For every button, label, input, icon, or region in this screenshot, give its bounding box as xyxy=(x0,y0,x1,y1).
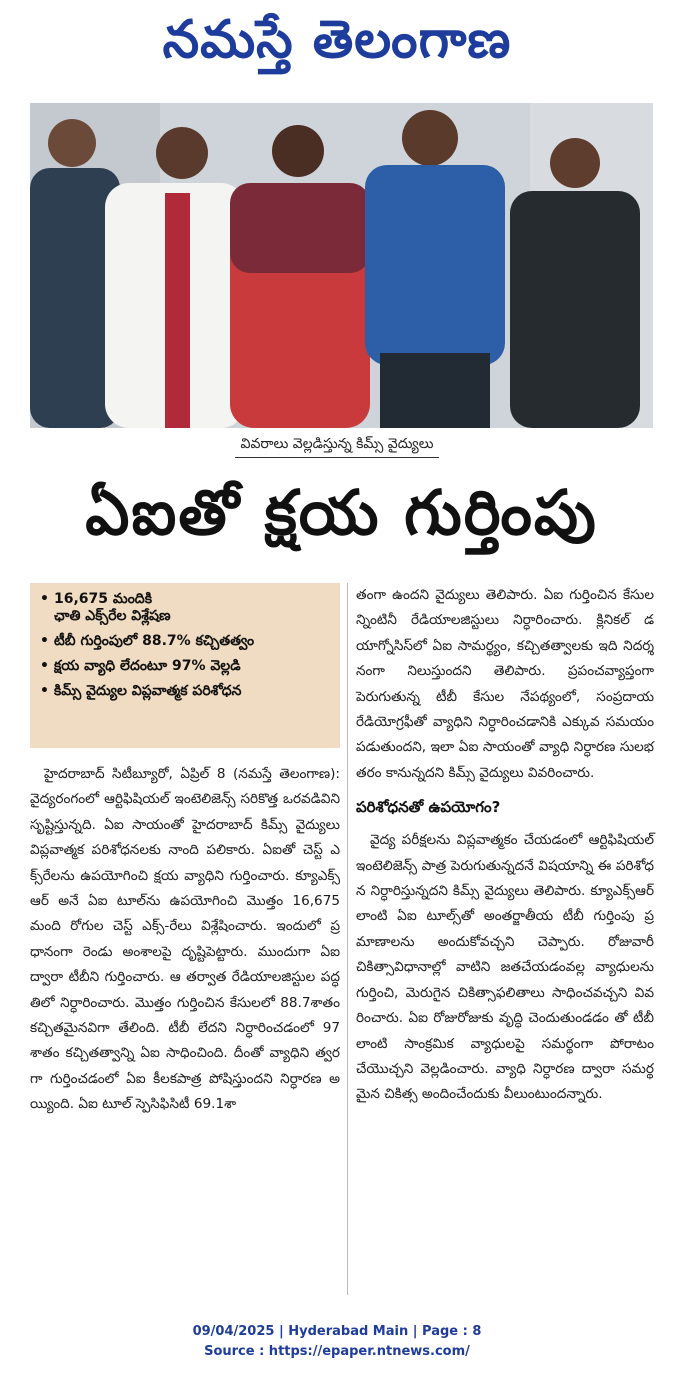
headline xyxy=(30,470,653,570)
highlight-text: కిమ్స్ వైద్యుల విప్లవాత్మక పరిశోధన xyxy=(54,683,242,699)
source-link[interactable]: Source : https://epaper.ntnews.com/ xyxy=(204,1344,470,1359)
article-subheading: పరిశోధనతో ఉపయోగం? xyxy=(356,798,501,817)
page-footer xyxy=(0,1322,674,1362)
bullet-icon: • xyxy=(40,633,49,649)
article-left-column xyxy=(30,762,340,1118)
highlight-text: క్షయ వ్యాధి లేదంటూ 97% వెల్లడి xyxy=(54,658,241,674)
newspaper-title: నమస్తే తెలంగాణ xyxy=(162,9,512,70)
bullet-icon: • xyxy=(40,658,49,674)
article-paragraph: హైదరాబాద్ సిటీబ్యూరో, ఏప్రిల్ 8 (నమస్తే తెలంగాణ): వైద్యరంగంలో ఆర్టిఫిషియల్ ఇంటెలిజెన్స్ సరికొత్త ఒరవడివిని సృష్టిస్తున్నది. ఏఐ సాయంతో హైదరాబాద్ కిమ్స్ వైద్యులు విప్లవాత్మక పరిశోధనలకు నాంది పలికారు. ఏఐతో చెస్ట్ ఎక్స్‌రేలను ఉపయోగించి క్షయ వ్యాధిని గుర్తించారు. క్యూఎక్స్ ఆర్ అనే ఏఐ టూల్‌ను ఉపయోగించి మొత్తం 16,675 మంది రోగుల చెస్ట్ ఎక్స్-రేలు విశ్లేషించారు. ఇందులో ప్రధానంగా రెండు అంశాలపై దృష్టిపెట్టారు. ముందుగా ఏఐ ద్వారా టీబీని గుర్తించారు. ఆ తర్వాత రేడియాలజిస్టుల పద్ధతిలో నిర్ధారించారు. మొత్తం గుర్తించిన కేసులలో 88.7శాతం కచ్చితమైనవిగా తేలింది. టీబీ లేదని నిర్ధారించడంలో 97శాతం కచ్చితత్వాన్ని ఏఐ సాధించింది. దీంతో వ్యాధిని త్వరగా గుర్తించడంలో ఏఐ కీలకపాత్ర పోషిస్తుందని నిర్ధారణ అయ్యింది. ఏఐ టూల్ స్పెసిఫిసిటీ 69.1శా xyxy=(30,766,340,1113)
highlights-box xyxy=(30,583,340,748)
bullet-icon: • xyxy=(40,683,49,699)
news-photo xyxy=(30,103,653,428)
article-paragraph: వైద్య పరీక్షలను విప్లవాత్మకం చేయడంలో ఆర్టిఫిషియల్ ఇంటెలిజెన్స్ పాత్ర పెరుగుతున్నదనే విషయాన్ని ఈ పరిశోధన నిర్ధారిస్తున్నదని కిమ్స్ వైద్యులు తెలిపారు. క్యూఎక్స్‌ఆర్ లాంటి ఏఐ టూల్స్‌తో అంతర్జాతీయ టీబీ గుర్తింపు ప్రమాణాలను అందుకోవచ్చని చెప్పారు. రోజువారీ చికిత్సావిధానాల్లో వాటిని జతచేయడంవల్ల వ్యాధులను గుర్తించి, మెరుగైన చికిత్సాఫలితాలు సాధించవచ్చని వివరించారు. ఏఐ రోజురోజుకు వృద్ధి చెందుతుండడం తో టీబీ లాంటి సాంక్రమిక వ్యాధులపై సమర్థంగా పోరాటం చేయొచ్చని వెల్లడించారు. వ్యాధి నిర్ధారణ ద్వారా సమర్థమైన చికిత్స అందించేందుకు వీలుంటుందన్నారు. xyxy=(356,832,654,1103)
highlight-item xyxy=(40,591,334,625)
column-divider xyxy=(347,583,348,1295)
highlight-text: టీబీ గుర్తింపులో 88.7% కచ్చితత్వం xyxy=(54,633,255,649)
caption-text: వివరాలు వెల్లడిస్తున్న కిమ్స్ వైద్యులు xyxy=(235,436,440,458)
headline-text: ఏఐతో క్షయ గుర్తింపు xyxy=(85,476,598,549)
highlight-item xyxy=(40,683,334,700)
article-right-column xyxy=(356,583,654,1108)
edition-info: 09/04/2025 | Hyderabad Main | Page : 8 xyxy=(192,1324,482,1339)
photo-caption xyxy=(0,432,674,462)
doctors-group-photo xyxy=(30,103,653,428)
masthead xyxy=(0,0,674,92)
highlight-item xyxy=(40,633,334,650)
article-paragraph: తంగా ఉందని వైద్యులు తెలిపారు. ఏఐ గుర్తించిన కేసులన్నింటినీ రేడియాలజిస్టులు నిర్ధారించారు. క్లినికల్ డయాగ్నోసిస్‌లో ఏఐ సామర్థ్యం, కచ్చితత్వాలకు ఇది నిదర్శనంగా నిలుస్తుందని తెలిపారు. ప్రపంచవ్యాప్తంగా పెరుగుతున్న టీబీ కేసుల నేపథ్యంలో, సంప్రదాయ రేడియోగ్రఫీతో వ్యాధిని నిర్ధారించడానికి ఎక్కువ సమయం పడుతుందని, ఇలా ఏఐ సాయంతో వ్యాధి నిర్ధారణ సులభతరం కానున్నదని కిమ్స్ వైద్యులు వివరించారు. xyxy=(356,587,654,781)
highlight-item xyxy=(40,658,334,675)
highlight-text: 16,675 మందికి ఛాతి ఎక్స్‌రేల విశ్లేషణ xyxy=(54,591,171,624)
bullet-icon: • xyxy=(40,591,49,607)
